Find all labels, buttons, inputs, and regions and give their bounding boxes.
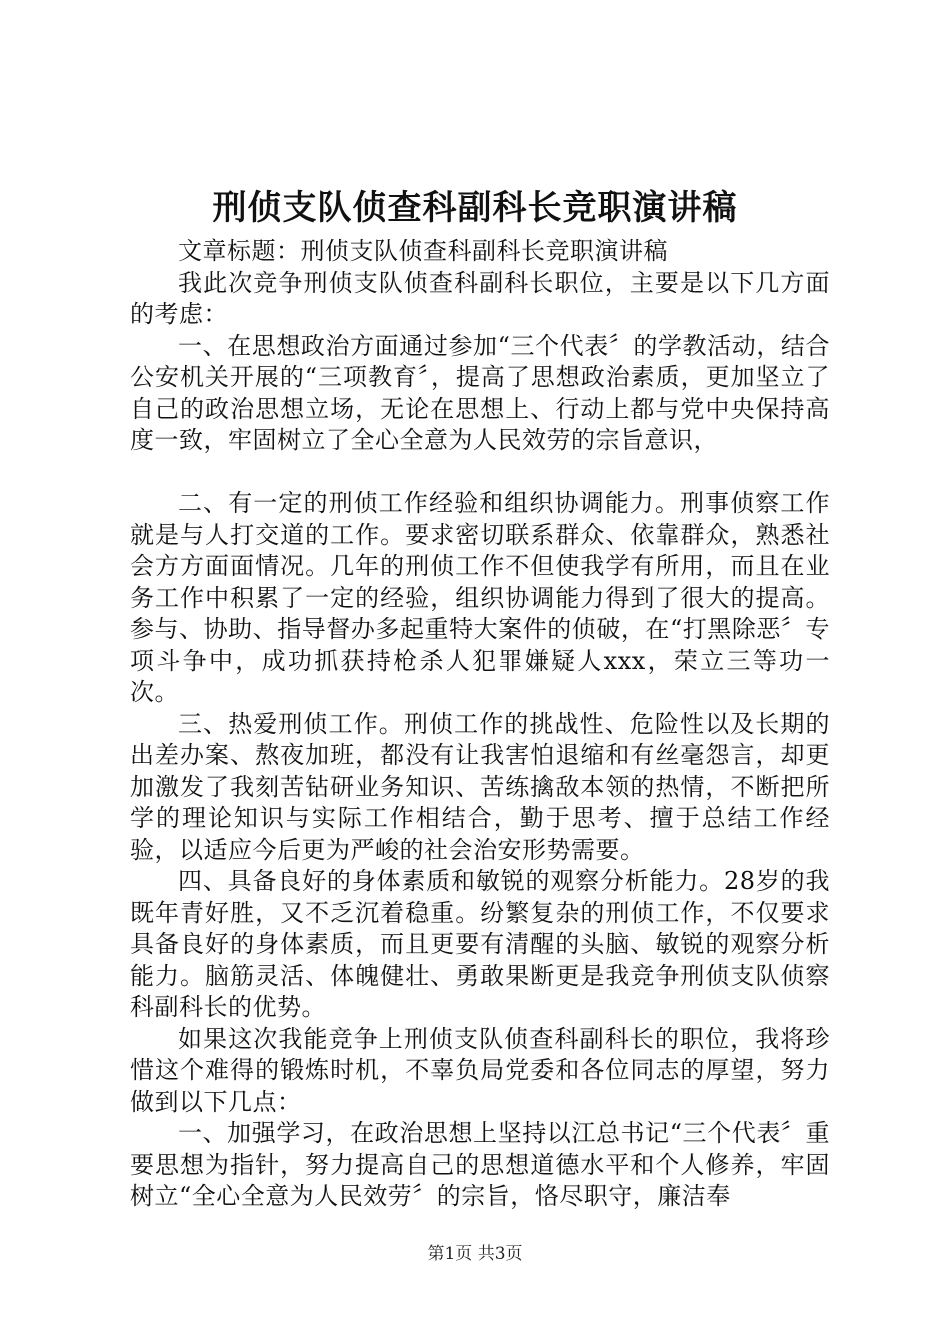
paragraph-point-3: 三、热爱刑侦工作。刑侦工作的挑战性、危险性以及长期的出差办案、熬夜加班，都没有让我害怕退缩和有丝毫怨言，却更加激发了我刻苦钻研业务知识、苦练擒敌本领的热情，不断把所学的理论知识与实际工作相结合，勤于思考、擅于总结工作经验，以适应今后更为严峻的社会治安形势需要。 [130,709,830,864]
article-title-line: 文章标题：刑侦支队侦查科副科长竞职演讲稿 [178,237,668,265]
paragraph-point-2: 二、有一定的刑侦工作经验和组织协调能力。刑事侦察工作就是与人打交道的工作。要求密切联系群众、依靠群众，熟悉社会方方面面情况。几年的刑侦工作不但使我学有所用，而且在业务工作中积累了一定的经验，组织协调能力得到了很大的提高。参与、协助、指导督办多起重特大案件的侦破，在“打黑除恶〞专项斗争中，成功抓获持枪杀人犯罪嫌疑人xxx，荣立三等功一次。 [130,489,830,706]
paragraph-gap [130,457,830,489]
paragraph-plan-1: 一、加强学习，在政治思想上坚持以江总书记“三个代表〞重要思想为指针，努力提高自己的思想道德水平和个人修养，牢固树立“全心全意为人民效劳〞的宗旨，恪尽职守，廉洁奉 [130,1119,830,1210]
page-number-footer: 第1页 共3页 [427,1244,523,1264]
document-title: 刑侦支队侦查科副科长竞职演讲稿 [212,188,738,228]
paragraph-intro: 我此次竞争刑侦支队侦查科副科长职位，主要是以下几方面的考虑： [130,268,830,328]
document-body [130,236,830,1213]
paragraph-point-4: 四、具备良好的身体素质和敏锐的观察分析能力。28岁的我既年青好胜，又不乏沉着稳重。纷繁复杂的刑侦工作，不仅要求具备良好的身体素质，而且更要有清醒的头脑、敏锐的观察分析能力。脑筋灵活、体魄健壮、勇敢果断更是我竞争刑侦支队侦察科副科长的优势。 [130,867,830,1021]
paragraph-plan-intro: 如果这次我能竞争上刑侦支队侦查科副科长的职位，我将珍惜这个难得的锻炼时机，不辜负局党委和各位同志的厚望，努力做到以下几点： [130,1024,830,1116]
paragraph-point-1: 一、在思想政治方面通过参加“三个代表〞的学教活动，结合公安机关开展的“三项教育〞，提高了思想政治素质，更加坚立了自己的政治思想立场，无论在思想上、行动上都与党中央保持高度一致，牢固树立了全心全意为人民效劳的宗旨意识， [130,331,830,454]
